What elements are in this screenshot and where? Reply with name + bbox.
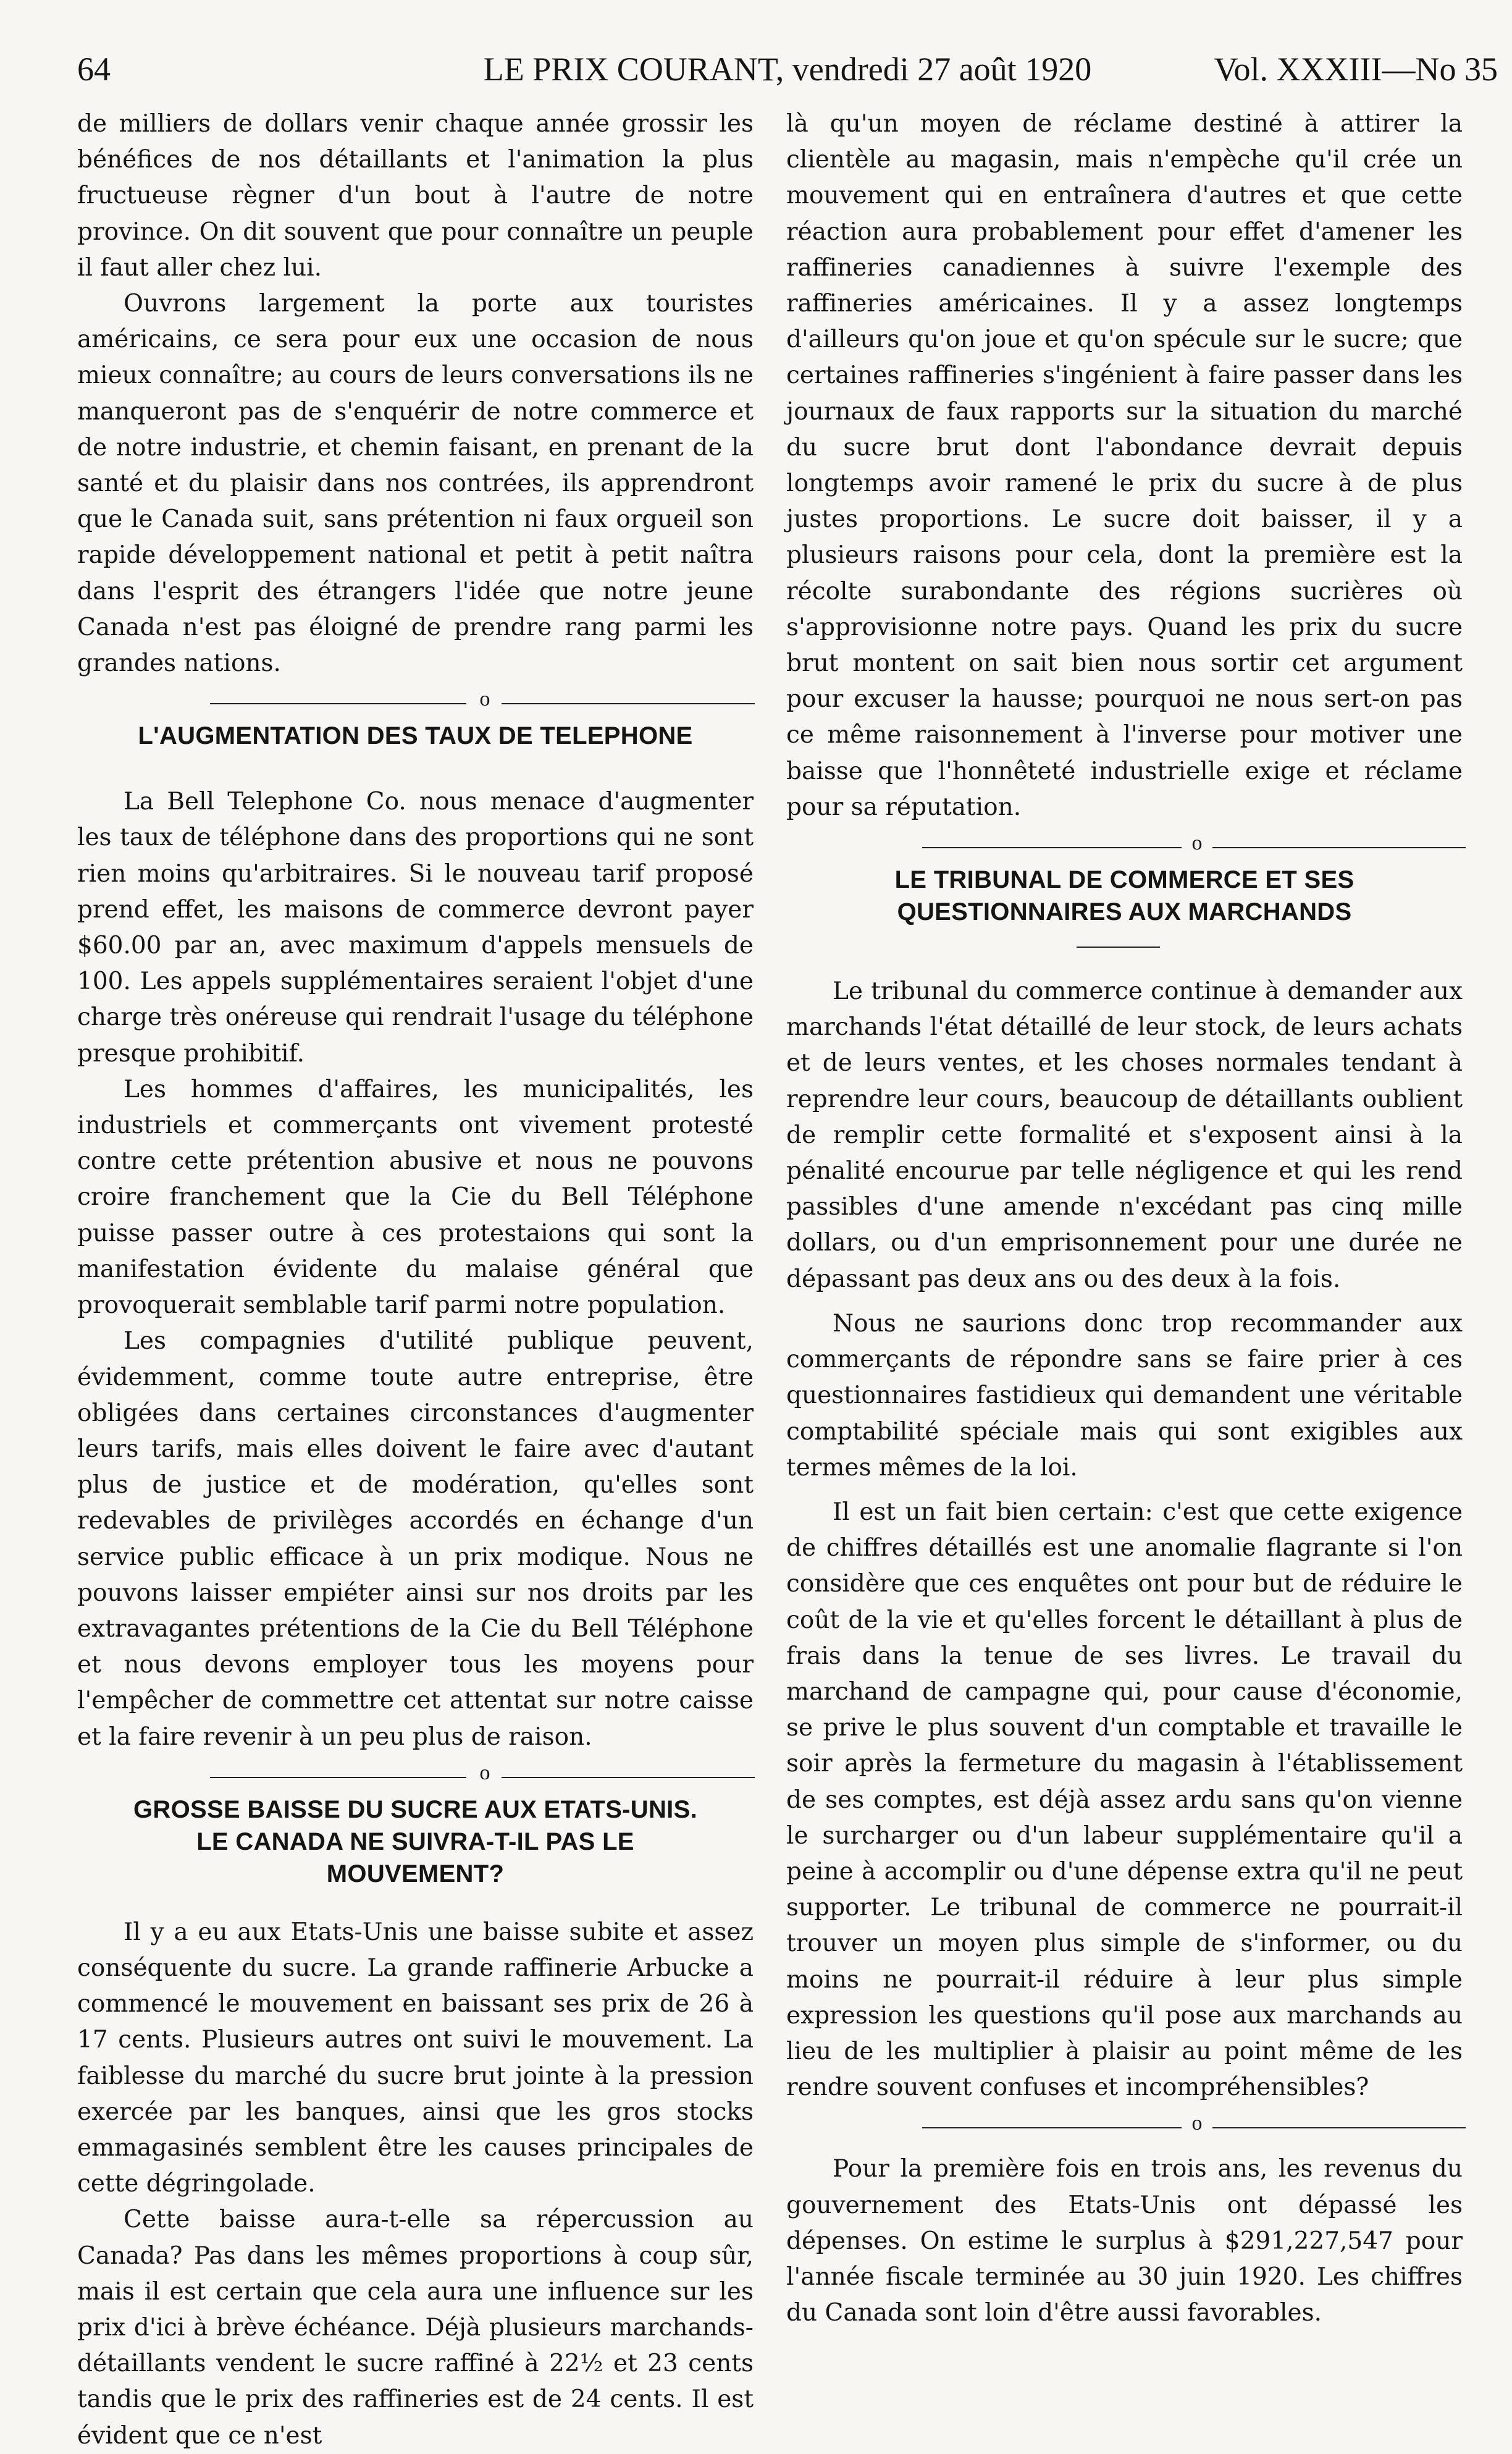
article-paragraph: Le tribunal du commerce continue à demander aux marchands l'état détaillé de leur stock, de leurs achats et de leurs ventes, et les choses normales tendant à reprendre leur cours, beaucoup de détaillants oublient de remplir cette formalité et s'exposent ainsi à la pénalité encourue par telle négligence et qui les rend passibles d'une amende n'excédant pas cinq mille dollars, ou d'un emprisonnement pour une durée ne dépassant pas deux ans ou des deux à la fois. — [786, 977, 1463, 1293]
article-title: LE TRIBUNAL DE COMMERCE ET SES QUESTIONNAIRES AUX MARCHANDS — [894, 866, 1354, 926]
article-title: L'AUGMENTATION DES TAUX DE TELEPHONE — [138, 722, 693, 750]
article-paragraph: Les hommes d'affaires, les municipalités, les industriels et commerçants ont vivement protesté contre cette prétention abusive et nous ne pouvons croire franchement que la Cie du Bell Téléphone puisse passer outre à ces protestaions qui sont la manifestation évidente du malaise général que provoquerait semblable tarif parmi notre population. — [77, 1075, 754, 1320]
right-column — [786, 106, 1463, 2331]
section-separator: o — [77, 1760, 754, 1791]
article-title: GROSSE BAISSE DU SUCRE AUX ETATS-UNIS. LE CANADA NE SUIVRA-T-IL PAS LE MOUVEMENT? — [133, 1795, 697, 1887]
page-header — [77, 44, 1498, 94]
article-paragraph: Cette baisse aura-t-elle sa répercussion au Canada? Pas dans les mêmes proportions à coup sûr, mais il est certain que cela aura une influence sur les prix d'ici à brève échéance. Déjà plusieurs marchands-détaillants vendent le sucre raffiné à 22½ et 23 cents tandis que le prix des raffineries est de 24 cents. Il est évident que ce n'est — [77, 2206, 754, 2450]
final-paragraph: Pour la première fois en trois ans, les revenus du gouvernement des Etats-Unis ont dépassé les dépenses. On estime le surplus à $291,227,547 pour l'année fiscale terminée au 30 juin 1920. Les chiffres du Canada sont loin d'être aussi favorables. — [786, 2155, 1463, 2327]
section-separator: o — [786, 830, 1463, 861]
masthead-title: LE PRIX COURANT, vendredi 27 août 1920 — [483, 51, 1092, 88]
article-paragraph: Il est un fait bien certain: c'est que cette exigence de chiffres détaillés est une anomalie flagrante si l'on considère que ces enquêtes ont pour but de réduire le coût de la vie et qu'elles forcent le détaillant à plus de frais dans la tenue de ses livres. Le travail du marchand de campagne qui, pour cause d'économie, se prive le plus souvent d'un comptable et travaille le soir après la fermeture du magasin à l'établissement de ses comptes, est déjà assez ardu sans qu'on vienne le surcharger ou d'un labeur supplémentaire qu'il a peine à accomplir ou d'une dépense extra qu'il ne peut supporter. Le tribunal de commerce ne pourrait-il trouver un moyen plus simple de s'informer, ou du moins ne pourrait-il réduire à leur plus simple expression les questions qu'il pose aux marchands au lieu de les multiplier à plaisir au point même de les rendre souvent confuses et incompréhensibles? — [786, 1498, 1463, 2102]
continued-paragraph: là qu'un moyen de réclame destiné à attirer la clientèle au magasin, mais n'empèche qu'il crée un mouvement qui en entraînera d'autres et que cette réaction aura probablement pour effet d'amener les raffineries canadiennes à suivre l'exemple des raffineries américaines. Il y a assez longtemps d'ailleurs qu'on joue et qu'on spécule sur le sucre; que certaines raffineries s'ingénient à faire passer dans les journaux de faux rapports sur la situation du marché du sucre brut dont l'abondance devrait depuis longtemps avoir ramené le prix du sucre à de plus justes proportions. Le sucre doit baisser, il y a plusieurs raisons pour cela, dont la première est la récolte surabondante des régions sucrières où s'approvisionne notre pays. Quand les prix du sucre brut montent on sait bien nous sortir cet argument pour excuser la hausse; pourquoi ne nous sert-on pas ce même raisonnement à l'inverse pour motiver une baisse que l'honnêteté industrielle exige et réclame pour sa réputation. — [786, 110, 1463, 821]
title-rule — [786, 928, 1463, 965]
article-paragraph: La Bell Telephone Co. nous menace d'augmenter les taux de téléphone dans des proportions qui ne sont rien moins qu'arbitraires. Si le nouveau tarif proposé prend effet, les maisons de commerce devront payer $60.00 par an, avec maximum d'appels mensuels de 100. Les appels supplémentaires seraient l'objet d'une charge très onéreuse qui rendrait l'usage du téléphone presque prohibitif. — [77, 788, 754, 1068]
issue-number: Vol. XXXIII—No 35 — [1214, 51, 1498, 88]
intro-paragraph: Ouvrons largement la porte aux touristes américains, ce sera pour eux une occasion de nous mieux connaître; au cours de leurs conversations ils ne manqueront pas de s'enquérir de notre commerce et de notre industrie, et chemin faisant, en prenant de la santé et du plaisir dans nos contrées, ils apprendront que le Canada suit, sans prétention ni faux orgueil son rapide développement national et petit à petit naîtra dans l'esprit des étrangers l'idée que notre jeune Canada n'est pas éloigné de prendre rang parmi les grandes nations. — [77, 290, 754, 678]
article-paragraph: Les compagnies d'utilité publique peuvent, évidemment, comme toute autre entreprise, être obligées dans certaines circonstances d'augmenter leurs tarifs, mais elles doivent le faire avec d'autant plus de justice et de modération, qu'elles sont redevables de privilèges accordés en échange d'un service public efficace à un prix modique. Nous ne pouvons laisser empiéter ainsi sur nos droits par les extravagantes prétentions de la Cie du Bell Téléphone et nous devons employer tous les moyens pour l'empêcher de commettre cet attentat sur notre caisse et la faire revenir à un peu plus de raison. — [77, 1327, 754, 1751]
article-telephone — [77, 720, 754, 1755]
left-column — [77, 106, 754, 2454]
article-paragraph: Nous ne saurions donc trop recommander aux commerçants de répondre sans se faire prier à ces questionnaires fastidieux qui demandent une véritable comptabilité spéciale mais qui sont exigibles aux termes mêmes de la loi. — [786, 1309, 1463, 1482]
intro-paragraph: de milliers de dollars venir chaque année grossir les bénéfices de nos détaillants et l'animation la plus fructueuse règner d'un bout à l'autre de notre province. On dit souvent que pour connaître un peuple il faut aller chez lui. — [77, 110, 754, 282]
page-number: 64 — [77, 51, 111, 88]
article-paragraph: Il y a eu aux Etats-Unis une baisse subite et assez conséquente du sucre. La grande raffinerie Arbucke a commencé le mouvement en baissant ses prix de 26 à 17 cents. Plusieurs autres ont suivi le mouvement. La faiblesse du marché du sucre brut jointe à la pression exercée par les banques, ainsi que les gros stocks emmagasinés semblent être les causes principales de cette dégringolade. — [77, 1918, 754, 2198]
section-separator: o — [77, 686, 754, 717]
section-separator: o — [786, 2110, 1463, 2141]
article-tribunal — [786, 864, 1463, 2106]
article-sucre — [77, 1794, 754, 2454]
